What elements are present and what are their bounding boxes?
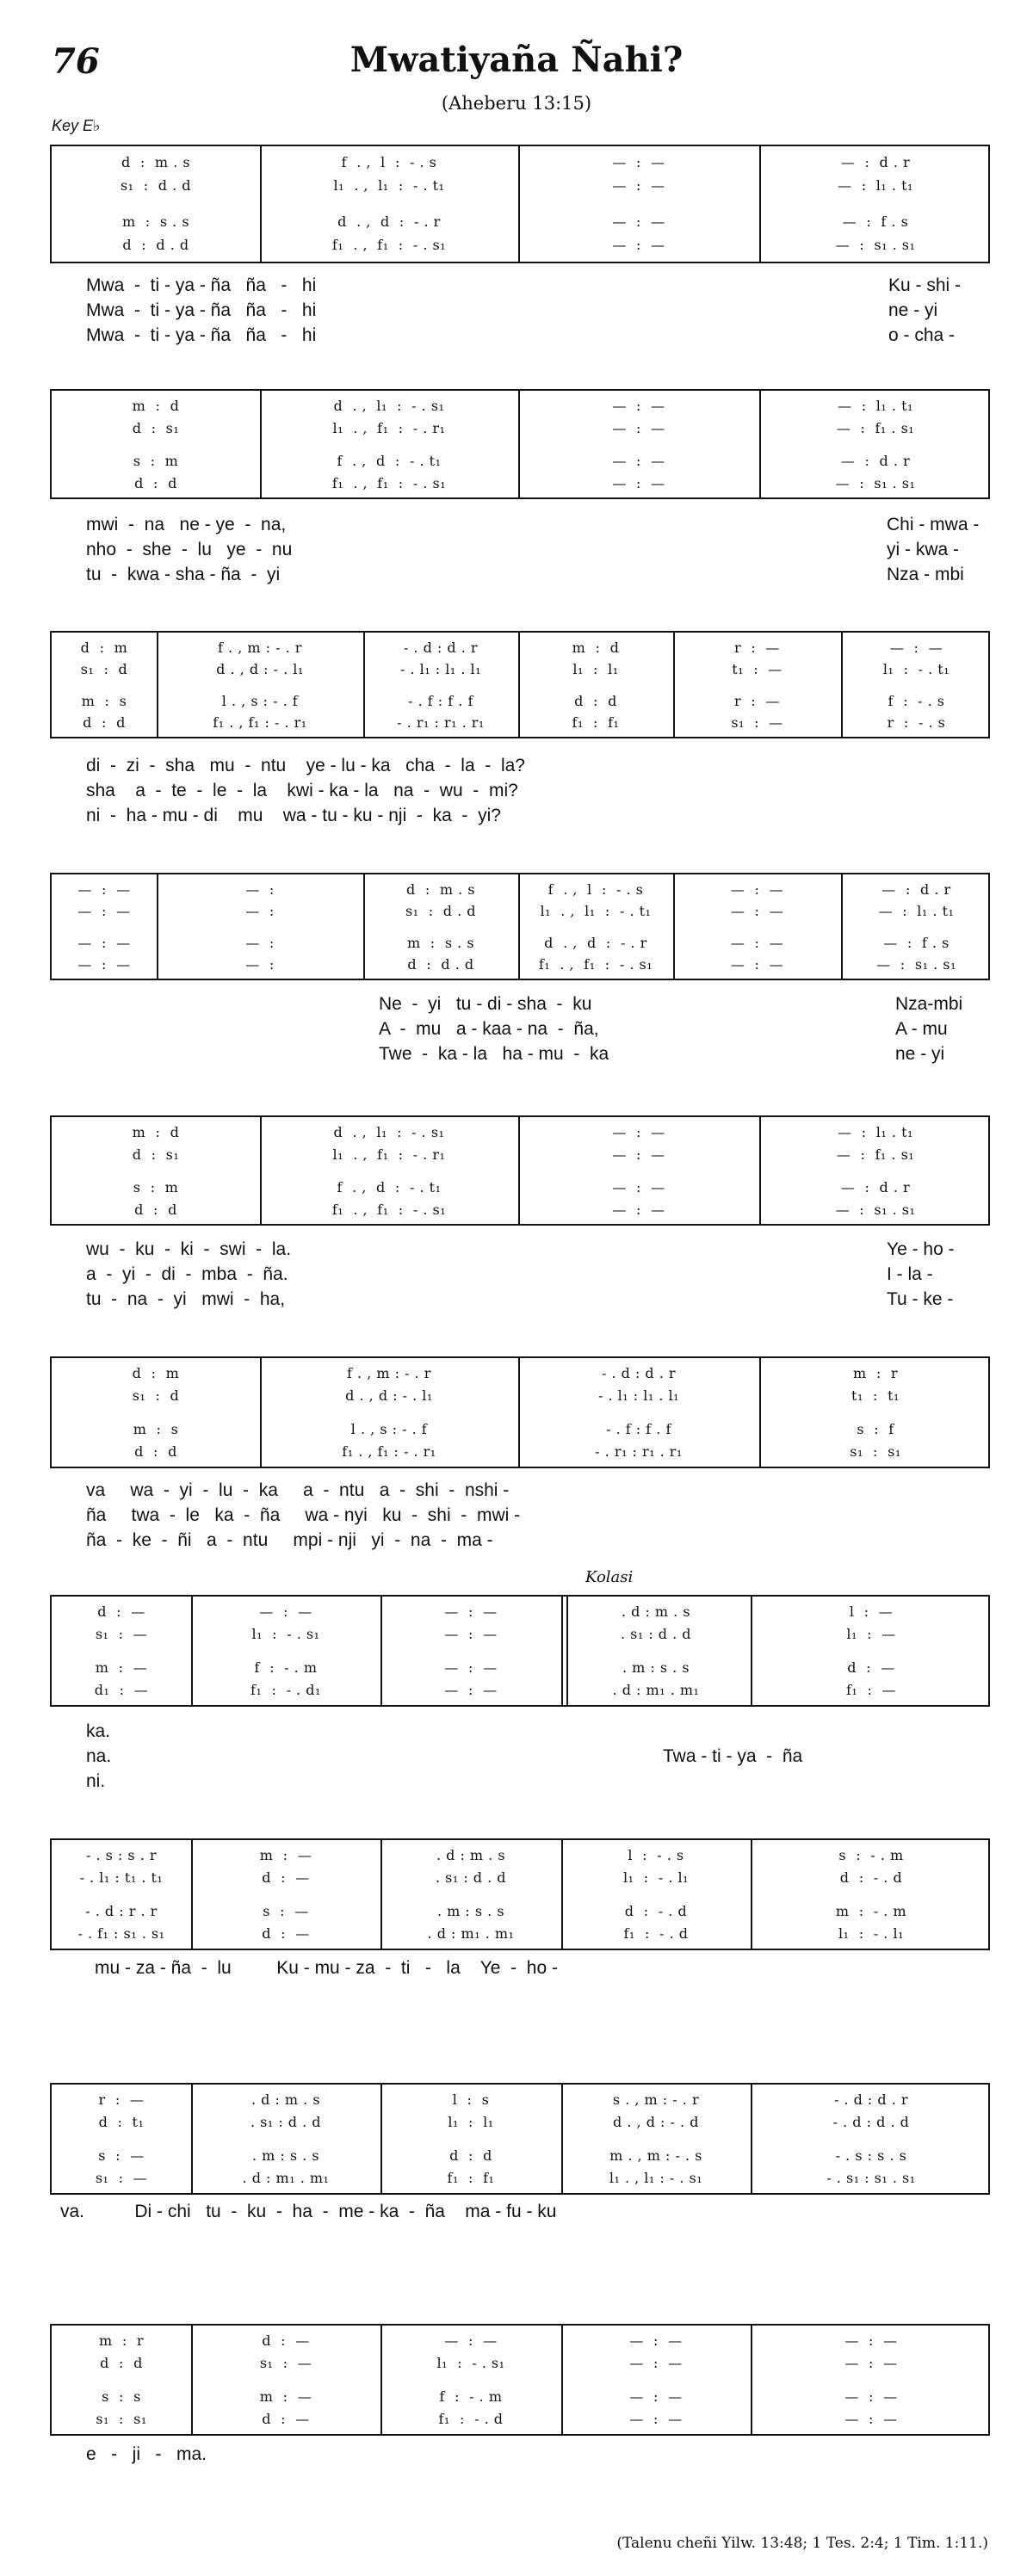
solfa-measure: l₁ . , l₁ : - . t₁ — [540, 903, 652, 919]
solfa-measure: s₁ : — — [95, 1626, 148, 1642]
solfa-measure: . m : s . s — [436, 1903, 505, 1919]
solfa-measure: — : — — [612, 1202, 665, 1218]
solfa-measure: — : s₁ . s₁ — [876, 956, 956, 973]
lyric-line-end: Twa - ti - ya - ña — [663, 1746, 803, 1766]
solfa-measure: f : - . m — [254, 1659, 318, 1676]
solfa-measure: s₁ : s₁ — [96, 2411, 147, 2427]
staff-system — [50, 1838, 990, 1950]
solfa-measure: - . f : f . f — [408, 693, 473, 709]
bar-line — [841, 874, 843, 979]
solfa-measure: d : m . s — [121, 154, 191, 170]
solfa-measure: f₁ : f₁ — [447, 2170, 495, 2186]
solfa-measure: d : — — [847, 1659, 895, 1676]
solfa-measure: s₁ : — — [731, 714, 783, 731]
staff-system — [50, 2083, 990, 2195]
solfa-measure: f₁ . , f₁ : - . s₁ — [538, 956, 653, 973]
solfa-measure: d : s₁ — [132, 420, 180, 436]
solfa-measure: - . d : d . d — [832, 2114, 910, 2130]
solfa-measure: — : — [245, 935, 275, 951]
solfa-measure: — : — — [612, 1124, 665, 1140]
lyric-line-end: Ku - shi - — [888, 275, 962, 295]
staff-system — [50, 145, 990, 263]
solfa-measure: . m : s . s — [622, 1659, 690, 1676]
solfa-measure: — : — — [629, 2388, 683, 2405]
solfa-measure: — : — — [844, 2411, 898, 2427]
solfa-measure: r : — — [98, 2091, 145, 2108]
bar-line — [380, 2326, 382, 2434]
bar-line — [260, 391, 262, 497]
solfa-measure: f . , m : - . r — [218, 639, 302, 656]
solfa-measure: — : f₁ . s₁ — [836, 420, 915, 436]
lyric-line-end: Nza-mbi — [895, 994, 963, 1014]
solfa-measure: — : l₁ . t₁ — [838, 1124, 913, 1140]
bar-line — [751, 2085, 752, 2193]
solfa-measure: — : — — [612, 237, 665, 253]
solfa-measure: f₁ : f₁ — [572, 714, 620, 731]
solfa-measure: - . d : d . r — [833, 2091, 909, 2108]
solfa-measure: l₁ . , l₁ : - . s₁ — [609, 2170, 703, 2186]
bar-line — [260, 1358, 262, 1467]
bar-line — [561, 1840, 563, 1949]
solfa-measure: — : — — [730, 956, 784, 973]
solfa-measure: . s₁ : d . d — [435, 1869, 507, 1886]
bar-line — [518, 391, 520, 497]
bar-line — [380, 1597, 382, 1705]
scripture-reference: (Aheberu 13:15) — [441, 93, 592, 114]
solfa-measure: — : — — [77, 935, 131, 951]
solfa-measure: — : — — [444, 1682, 498, 1698]
lyric-line-end: I - la - — [887, 1264, 933, 1284]
staff-system — [50, 2324, 990, 2436]
solfa-measure: . s₁ : d . d — [620, 1626, 692, 1642]
solfa-measure: - . d : r . r — [85, 1903, 158, 1919]
solfa-measure: — : — — [844, 2388, 898, 2405]
solfa-measure: d : s₁ — [132, 1146, 180, 1163]
bar-line — [380, 1840, 382, 1949]
solfa-measure: m : d — [132, 1124, 180, 1140]
solfa-measure: f . , d : - . t₁ — [337, 1179, 442, 1195]
solfa-measure: — : — — [612, 1179, 665, 1195]
solfa-measure: d . , l₁ : - . s₁ — [333, 1124, 445, 1140]
solfa-measure: d . , d : - . l₁ — [216, 661, 304, 677]
hymn-title: Mwatiyaña Ñahi? — [349, 40, 684, 80]
solfa-measure: — : — — [612, 177, 665, 194]
solfa-measure: l₁ . , l₁ : - . t₁ — [333, 177, 445, 194]
solfa-measure: — : — — [612, 420, 665, 436]
solfa-measure: — : l₁ . t₁ — [838, 177, 913, 194]
solfa-measure: d : — — [262, 2411, 310, 2427]
solfa-measure: — : l₁ . t₁ — [838, 398, 913, 414]
solfa-measure: — : d . r — [840, 1179, 911, 1195]
lyric-line: ni - ha - mu - di mu wa - tu - ku - nji - ka - yi? — [86, 806, 501, 825]
solfa-measure: l : — — [849, 1603, 894, 1620]
solfa-measure: l . , s : - . f — [221, 693, 299, 709]
solfa-measure: s . , m : - . r — [612, 2091, 700, 2108]
lyric-line-end: ne - yi — [888, 300, 938, 320]
chorus-label: Kolasi — [585, 1568, 634, 1586]
solfa-measure: - . s : s . s — [835, 2147, 907, 2164]
solfa-measure: f₁ . , f₁ : - . r₁ — [342, 1443, 436, 1460]
lyric-line-end: Chi - mwa - — [887, 515, 980, 534]
solfa-measure: m : — — [259, 2388, 312, 2405]
part-divider — [52, 1172, 988, 1173]
solfa-measure: — : s₁ . s₁ — [835, 1202, 916, 1218]
solfa-measure: — : d . r — [840, 154, 911, 170]
solfa-measure: — : s₁ . s₁ — [835, 475, 916, 491]
solfa-measure: . s₁ : d . d — [250, 2114, 322, 2130]
solfa-measure: - . l₁ : t₁ . t₁ — [79, 1869, 164, 1886]
solfa-measure: f . , l : - . s — [341, 154, 437, 170]
bar-line — [157, 633, 158, 737]
solfa-measure: — : — — [629, 2355, 683, 2371]
solfa-measure: d : - . d — [624, 1903, 688, 1919]
solfa-measure: d : d . d — [407, 956, 474, 973]
solfa-measure: d : d . d — [122, 237, 189, 253]
solfa-measure: s : f — [857, 1421, 894, 1437]
bar-line — [380, 2085, 382, 2193]
lyric-line: nho - she - lu ye - nu — [86, 540, 293, 559]
solfa-measure: . d : m . s — [621, 1603, 691, 1620]
bar-line — [841, 633, 843, 737]
bar-line — [518, 146, 520, 262]
solfa-measure: d : d — [83, 714, 126, 731]
solfa-measure: — : — — [889, 639, 943, 656]
solfa-measure: — : — — [612, 398, 665, 414]
solfa-measure: — : — — [612, 475, 665, 491]
staff-system — [50, 631, 990, 738]
solfa-measure: — : l₁ . t₁ — [878, 903, 955, 919]
solfa-measure: f₁ : - . d — [623, 1925, 689, 1942]
solfa-measure: m : - . m — [835, 1903, 907, 1919]
solfa-measure: s : s — [102, 2388, 141, 2405]
staff-system — [50, 1595, 990, 1707]
bar-line — [759, 1117, 761, 1224]
lyric-line: ña twa - le ka - ña wa - nyi ku - shi - mwi - — [86, 1505, 521, 1525]
solfa-measure: d : d — [449, 2147, 492, 2164]
bar-line — [566, 1597, 568, 1705]
page-header — [0, 0, 1033, 135]
solfa-measure: r : — — [734, 639, 780, 656]
footer-references: (Talenu cheñi Yilw. 13:48; 1 Tes. 2:4; 1 Tim. 1:11.) — [616, 2535, 988, 2552]
lyric-line-end: Nza - mbi — [887, 565, 964, 584]
solfa-measure: d₁ : — — [94, 1682, 149, 1698]
solfa-measure: m : — — [95, 1659, 148, 1676]
solfa-measure: - . s₁ : s₁ . s₁ — [826, 2170, 916, 2186]
solfa-measure: - . d : d . r — [403, 639, 479, 656]
lyric-line: sha a - te - le - la kwi - ka - la na - wu - mi? — [86, 781, 518, 800]
solfa-measure: — : — — [629, 2411, 683, 2427]
solfa-measure: r : — — [734, 693, 780, 709]
solfa-measure: f : - . s — [888, 693, 945, 709]
bar-line — [157, 874, 158, 979]
solfa-measure: m : d — [132, 398, 180, 414]
solfa-measure: s₁ : d . d — [405, 903, 477, 919]
lyric-line: va wa - yi - lu - ka a - ntu a - shi - nshi - — [86, 1480, 510, 1500]
solfa-measure: — : — [245, 903, 275, 919]
solfa-measure: — : — — [612, 213, 665, 230]
solfa-measure: d : d — [100, 2355, 143, 2371]
solfa-measure: d : d — [134, 1202, 177, 1218]
lyric-line: di - zi - sha mu - ntu ye - lu - ka cha - la - la? — [86, 756, 525, 775]
solfa-measure: l₁ : — — [846, 1626, 896, 1642]
lyric-line: mu - za - ña - lu Ku - mu - za - ti - la Ye - ho - — [95, 1958, 558, 1978]
solfa-measure: d : d — [574, 693, 617, 709]
lyric-line-end: o - cha - — [888, 325, 956, 345]
lyric-line: a - yi - di - mba - ña. — [86, 1264, 288, 1284]
part-divider — [52, 687, 988, 688]
solfa-measure: . m : s . s — [251, 2147, 320, 2164]
solfa-measure: d : - . d — [839, 1869, 903, 1886]
solfa-measure: d : m — [132, 1365, 180, 1381]
bar-line — [518, 633, 520, 737]
solfa-measure: t₁ : t₁ — [851, 1387, 900, 1404]
solfa-measure: — : — — [730, 935, 784, 951]
solfa-measure: — : — — [629, 2332, 683, 2349]
solfa-measure: s : — — [98, 2147, 145, 2164]
solfa-measure: l₁ . , f₁ : - . r₁ — [332, 420, 446, 436]
bar-line — [759, 146, 761, 262]
solfa-measure: l₁ : - . s₁ — [251, 1626, 320, 1642]
lyric-line: tu - kwa - sha - ña - yi — [86, 565, 281, 584]
bar-line — [673, 633, 675, 737]
solfa-measure: r : - . s — [887, 714, 946, 731]
solfa-measure: f₁ : — — [845, 1682, 897, 1698]
bar-line — [759, 1358, 761, 1467]
solfa-measure: — : — [245, 956, 275, 973]
solfa-measure: l₁ : - . l₁ — [838, 1925, 904, 1942]
bar-line — [518, 874, 520, 979]
solfa-measure: - . r₁ : r₁ . r₁ — [397, 714, 485, 731]
solfa-measure: s₁ : s₁ — [850, 1443, 901, 1460]
solfa-measure: — : — — [77, 881, 131, 898]
solfa-measure: . d : m₁ . m₁ — [427, 1925, 515, 1942]
solfa-measure: l : s — [452, 2091, 490, 2108]
lyric-line-end: Ye - ho - — [887, 1239, 955, 1259]
solfa-measure: — : f₁ . s₁ — [836, 1146, 915, 1163]
part-divider — [52, 1414, 988, 1415]
solfa-measure: — : — — [730, 881, 784, 898]
solfa-measure: s₁ : — — [259, 2355, 312, 2371]
solfa-measure: d : m . s — [405, 881, 476, 898]
solfa-measure: f . , m : - . r — [347, 1365, 431, 1381]
solfa-measure: f₁ . , f₁ : - . s₁ — [331, 475, 447, 491]
lyric-line: ni. — [86, 1771, 106, 1791]
solfa-measure: d : — — [97, 1603, 145, 1620]
solfa-measure: m : r — [852, 1365, 899, 1381]
bar-line — [363, 633, 365, 737]
bar-line — [759, 391, 761, 497]
solfa-measure: d . , d : - . r — [337, 213, 441, 230]
solfa-measure: l₁ : l₁ — [572, 661, 619, 677]
key-signature — [52, 117, 101, 135]
solfa-measure: - . d : d . r — [601, 1365, 677, 1381]
solfa-measure: — : — — [444, 1603, 498, 1620]
solfa-measure: d . , d : - . l₁ — [345, 1387, 433, 1404]
part-divider — [52, 446, 988, 447]
solfa-measure: d . , d : - . d — [613, 2114, 699, 2130]
bar-line — [673, 874, 675, 979]
bar-line — [260, 1117, 262, 1224]
flat-symbol: ♭ — [93, 117, 101, 135]
solfa-measure: l . , s : - . f — [350, 1421, 428, 1437]
solfa-measure: — : — [245, 881, 275, 898]
solfa-measure: s : m — [133, 1179, 179, 1195]
lyric-line: ka. — [86, 1721, 111, 1741]
solfa-measure: - . l₁ : l₁ . l₁ — [399, 661, 482, 677]
solfa-measure: — : s₁ . s₁ — [835, 237, 916, 253]
solfa-measure: m : — — [259, 1847, 312, 1863]
lyric-line: wu - ku - ki - swi - la. — [86, 1239, 292, 1259]
bar-line — [191, 2326, 193, 2434]
hymn-number: 76 — [52, 41, 100, 82]
solfa-measure: d . , l₁ : - . s₁ — [333, 398, 445, 414]
solfa-measure: d . , d : - . r — [544, 935, 647, 951]
solfa-measure: — : — — [844, 2355, 898, 2371]
solfa-measure: s₁ : d — [80, 661, 128, 677]
solfa-measure: s₁ : — — [95, 2170, 148, 2186]
bar-line — [518, 1117, 520, 1224]
solfa-measure: . d : m₁ . m₁ — [242, 2170, 330, 2186]
solfa-measure: d : d — [134, 1443, 177, 1460]
solfa-measure: — : — — [259, 1603, 312, 1620]
solfa-measure: s : - . m — [838, 1847, 904, 1863]
bar-line — [363, 874, 365, 979]
bar-line — [191, 1597, 193, 1705]
lyric-line: Ne - yi tu - di - sha - ku — [379, 994, 592, 1014]
solfa-measure: — : — — [444, 1659, 498, 1676]
bar-line — [561, 2085, 563, 2193]
solfa-measure: — : — — [77, 903, 131, 919]
solfa-measure: l₁ : l₁ — [448, 2114, 494, 2130]
lyric-line: e - ji - ma. — [86, 2444, 207, 2464]
solfa-measure: m : s — [81, 693, 127, 709]
solfa-measure: t₁ : — — [732, 661, 782, 677]
bar-line — [561, 1597, 563, 1705]
solfa-measure: — : — — [612, 1146, 665, 1163]
lyric-line: mwi - na ne - ye - na, — [86, 515, 287, 534]
lyric-line: na. — [86, 1746, 112, 1766]
staff-system — [50, 1356, 990, 1468]
solfa-measure: d : — — [262, 1869, 310, 1886]
staff-system — [50, 1115, 990, 1226]
lyric-line: ña - ke - ñi a - ntu mpi - nji yi - na - ma - — [86, 1530, 493, 1550]
bar-line — [260, 146, 262, 262]
solfa-measure: m : r — [98, 2332, 145, 2349]
solfa-measure: — : d . r — [840, 453, 911, 469]
bar-line — [751, 1840, 752, 1949]
solfa-measure: s₁ : d — [132, 1387, 180, 1404]
solfa-measure: l : - . s — [628, 1847, 684, 1863]
lyric-line: Mwa - ti - ya - ña ña - hi — [86, 300, 317, 320]
solfa-measure: l₁ : - . s₁ — [436, 2355, 505, 2371]
solfa-measure: . d : m₁ . m₁ — [612, 1682, 700, 1698]
solfa-measure: f . , d : - . t₁ — [337, 453, 442, 469]
bar-line — [751, 1597, 752, 1705]
bar-line — [191, 1840, 193, 1949]
solfa-measure: d : — — [262, 1925, 310, 1942]
lyric-line: A - mu a - kaa - na - ña, — [379, 1019, 599, 1039]
lyric-line-end: Tu - ke - — [887, 1289, 954, 1309]
staff-system — [50, 873, 990, 980]
solfa-measure: s : — — [263, 1903, 309, 1919]
solfa-measure: m : s . s — [121, 213, 190, 230]
solfa-measure: f₁ . , f₁ : - . s₁ — [331, 1202, 447, 1218]
solfa-measure: . d : m . s — [436, 1847, 506, 1863]
solfa-measure: f . , l : - . s — [547, 881, 644, 898]
solfa-measure: — : — — [444, 1626, 498, 1642]
bar-line — [518, 1358, 520, 1467]
solfa-measure: l₁ . , f₁ : - . r₁ — [332, 1146, 446, 1163]
solfa-measure: f₁ : - . d — [438, 2411, 504, 2427]
bar-line — [191, 2085, 193, 2193]
lyric-line: Mwa - ti - ya - ña ña - hi — [86, 275, 317, 295]
solfa-measure: — : — — [612, 154, 665, 170]
solfa-measure: m : s . s — [406, 935, 475, 951]
lyric-line: va. Di - chi tu - ku - ha - me - ka - ña ma - fu - ku — [60, 2202, 557, 2221]
solfa-measure: m . , m : - . s — [609, 2147, 702, 2164]
lyric-line-end: ne - yi — [895, 1044, 945, 1064]
solfa-measure: m : s — [133, 1421, 179, 1437]
solfa-measure: — : — — [612, 453, 665, 469]
staff-system — [50, 389, 990, 499]
part-divider — [52, 206, 988, 207]
bar-line — [561, 2326, 563, 2434]
solfa-measure: — : f . s — [883, 935, 949, 951]
solfa-measure: l₁ : - . t₁ — [882, 661, 950, 677]
solfa-measure: d : — — [262, 2332, 310, 2349]
bar-line — [751, 2326, 752, 2434]
solfa-measure: f₁ . , f₁ : - . s₁ — [331, 237, 447, 253]
lyric-line: Twe - ka - la ha - mu - ka — [379, 1044, 609, 1064]
solfa-measure: m : d — [572, 639, 620, 656]
part-divider — [52, 929, 988, 930]
solfa-measure: - . f₁ : s₁ . s₁ — [77, 1925, 165, 1942]
lyric-line: tu - na - yi mwi - ha, — [86, 1289, 286, 1309]
lyric-line-end: yi - kwa - — [887, 540, 959, 559]
solfa-measure: — : — — [444, 2332, 498, 2349]
solfa-measure: - . s : s . r — [85, 1847, 158, 1863]
solfa-measure: d : d — [134, 475, 177, 491]
solfa-measure: . d : m . s — [251, 2091, 321, 2108]
solfa-measure: — : d . r — [881, 881, 951, 898]
solfa-measure: s : m — [133, 453, 179, 469]
solfa-measure: d : m — [80, 639, 128, 656]
solfa-measure: — : — — [844, 2332, 898, 2349]
solfa-measure: - . f : f . f — [606, 1421, 671, 1437]
solfa-measure: — : — — [730, 903, 784, 919]
lyric-line-end: A - mu — [895, 1019, 948, 1039]
solfa-measure: — : f . s — [842, 213, 909, 230]
solfa-measure: f : - . m — [439, 2388, 503, 2405]
lyric-line: Mwa - ti - ya - ña ña - hi — [86, 325, 317, 345]
key-label: Key E — [52, 117, 94, 134]
solfa-measure: s₁ : d . d — [120, 177, 192, 194]
solfa-measure: f₁ . , f₁ : - . r₁ — [213, 714, 307, 731]
solfa-measure: - . l₁ : l₁ . l₁ — [597, 1387, 680, 1404]
solfa-measure: d : t₁ — [98, 2114, 145, 2130]
solfa-measure: f₁ : - . d₁ — [251, 1682, 321, 1698]
solfa-measure: - . r₁ : r₁ . r₁ — [595, 1443, 683, 1460]
solfa-measure: — : — — [77, 956, 131, 973]
solfa-measure: l₁ : - . l₁ — [623, 1869, 689, 1886]
